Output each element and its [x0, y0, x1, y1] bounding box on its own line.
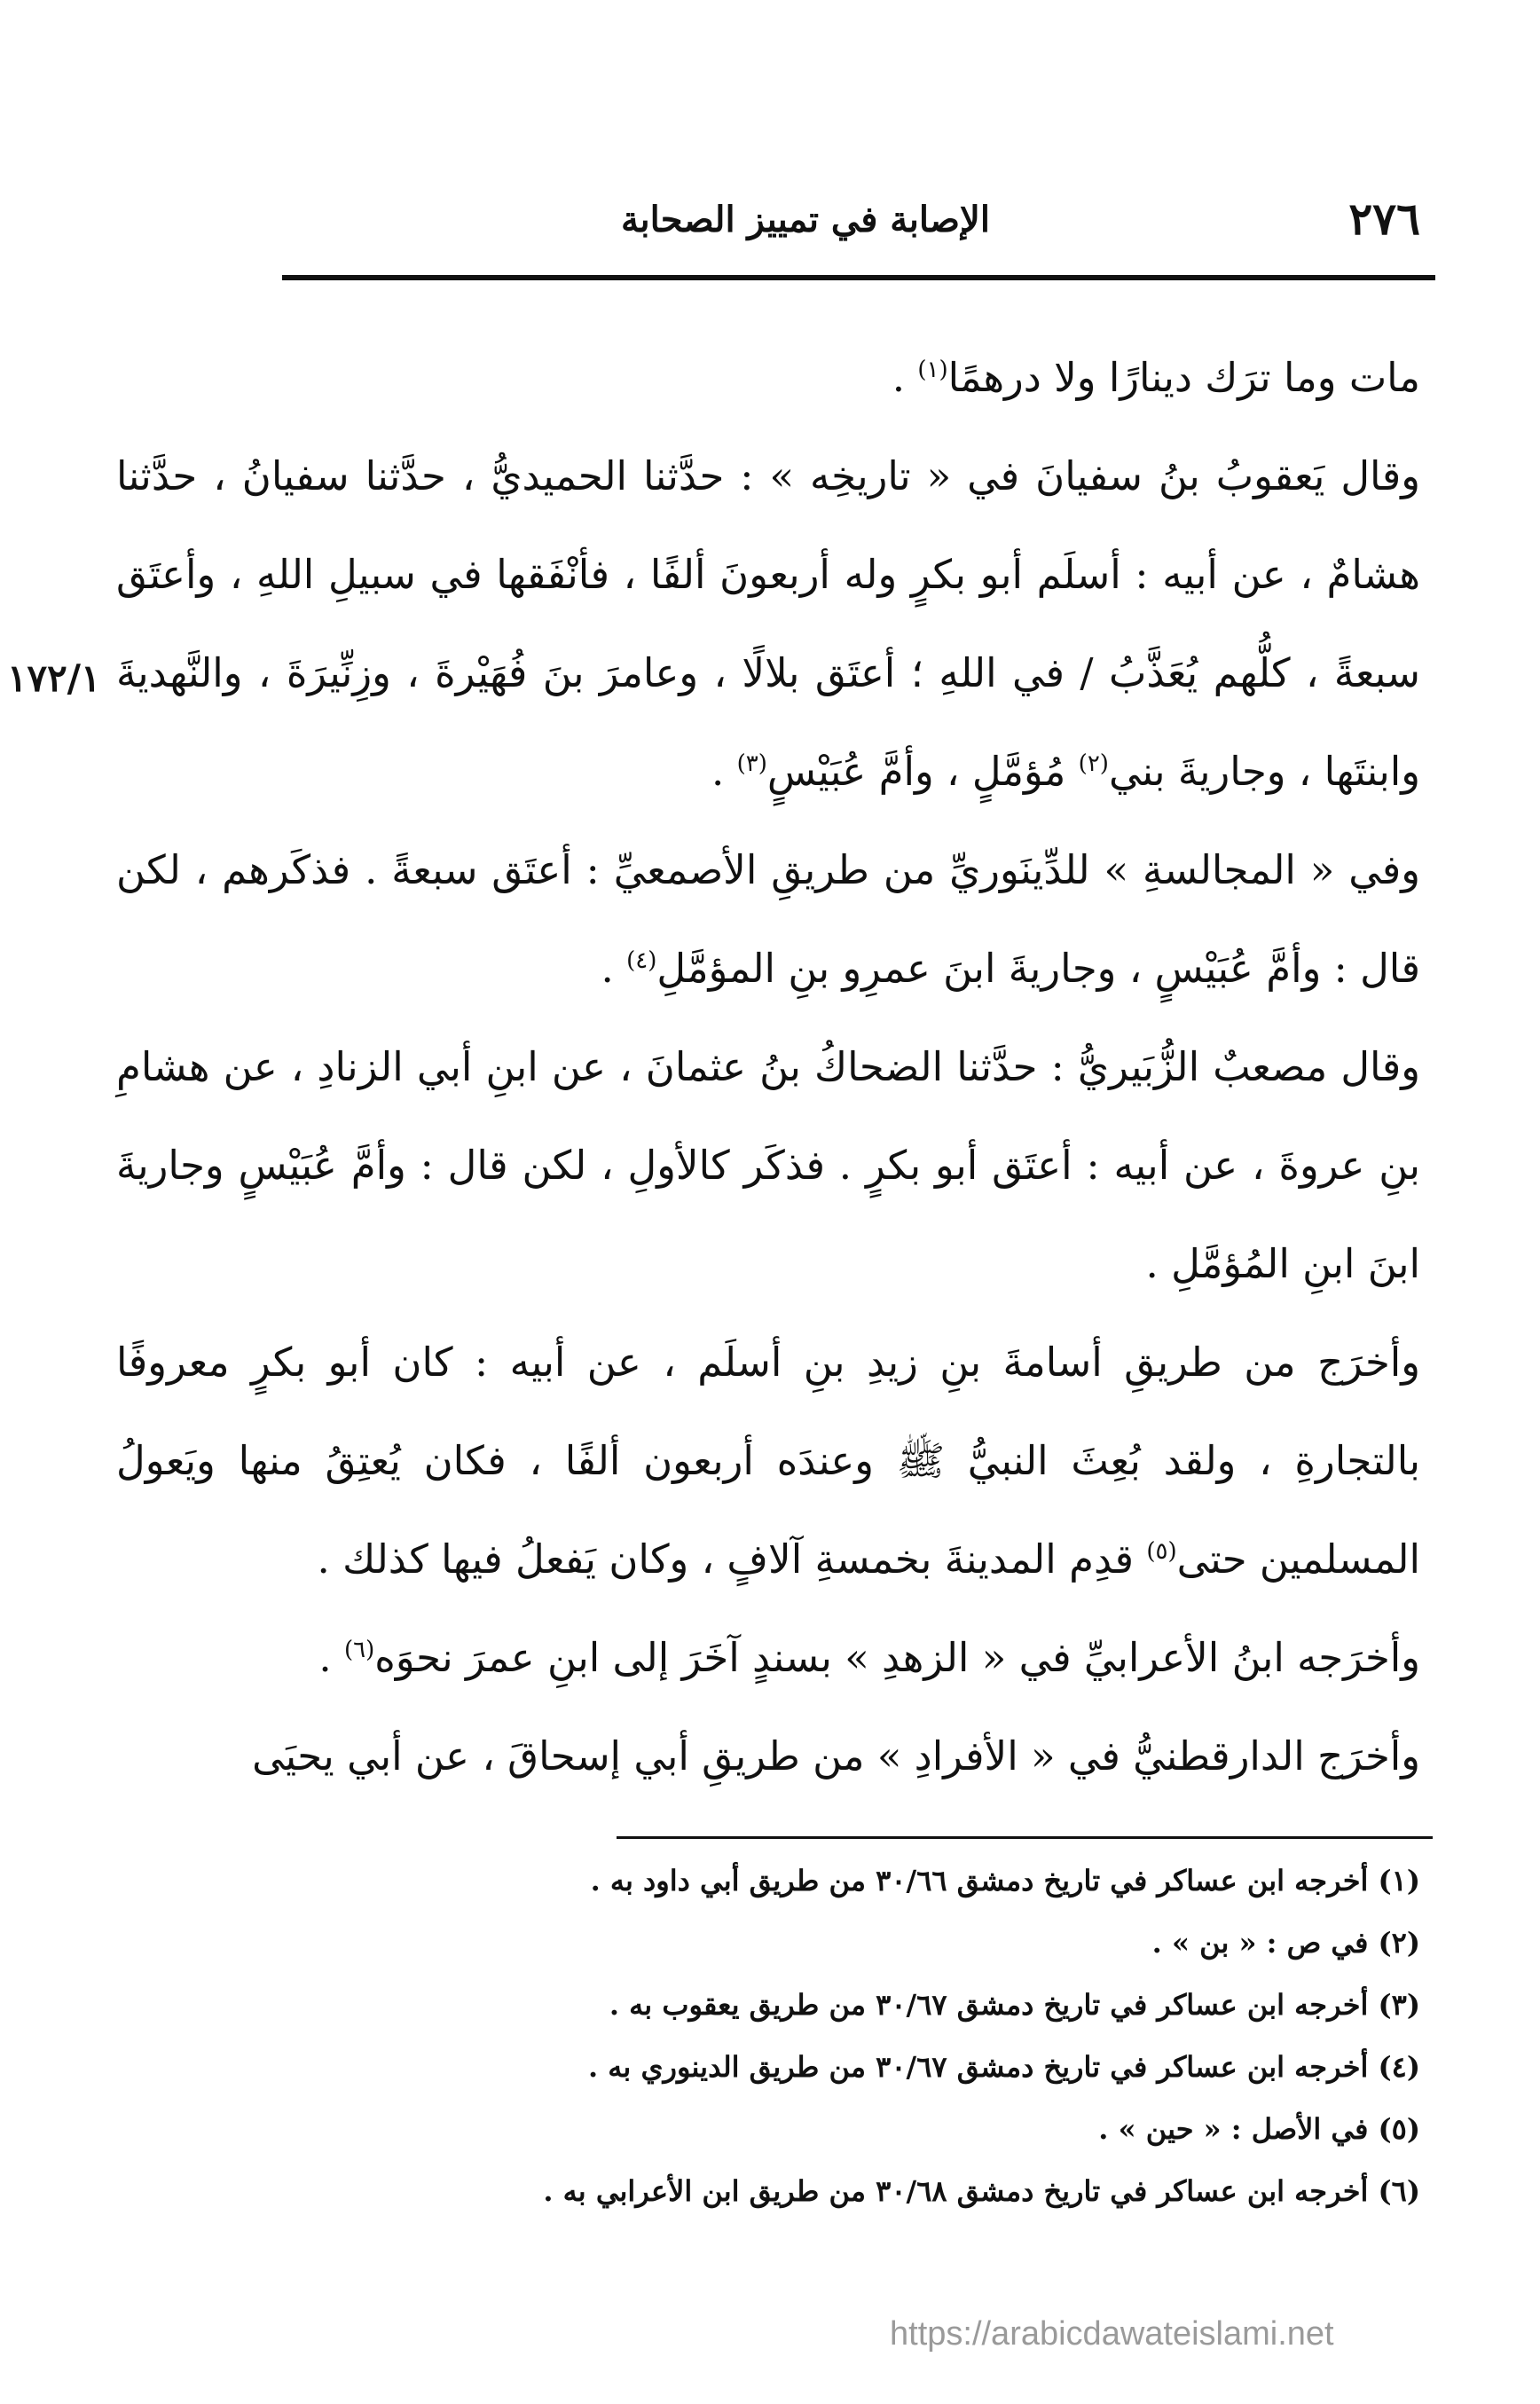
- footnote-marker: (٢): [1078, 750, 1109, 777]
- footnote-rule: [617, 1836, 1433, 1839]
- paragraph-1: مات وما ترَك دينارًا ولا درهمًا$^{(١)}$ .: [892, 354, 1420, 401]
- footnote: (٢) في ص : « بن » .: [1151, 1926, 1420, 1960]
- running-title: الإصابة في تمييز الصحابة: [621, 199, 990, 240]
- main-text: [116, 328, 1420, 1805]
- header-rule: [282, 275, 1435, 280]
- footnote-marker: (٦): [343, 1637, 375, 1663]
- paragraph-3: وفي « المجالسةِ » للدِّينَوريِّ من طريقِ الأصمعيِّ : أعتَق سبعةً . فذكَرهم ، لكن قال : وأمَّ عُبَيْسٍ ، وجاريةَ ابنَ عمرِو بنِ المؤمَّلِ$^{(٤)}$ .: [116, 846, 1420, 992]
- page-number: ٢٧٦: [1348, 192, 1420, 245]
- paragraph-7: وأخرَج الدارقطنيُّ في « الأفرادِ » من طريقِ أبي إسحاقَ ، عن أبي يحيَى: [252, 1732, 1420, 1779]
- footnote-marker: (٣): [736, 750, 767, 777]
- footnote-marker: (٤): [626, 947, 657, 974]
- paragraph-6: وأخرَجه ابنُ الأعرابيِّ في « الزهدِ » بسندٍ آخَرَ إلى ابنِ عمرَ نحوَه$^{(٦)}$ .: [318, 1634, 1420, 1681]
- footnote: (٣) أخرجه ابن عساكر في تاريخ دمشق ٣٠/٦٧ من طريق يعقوب به .: [609, 1988, 1420, 2022]
- paragraph-5: وأخرَج من طريقِ أسامةَ بنِ زيدِ بنِ أسلَم ، عن أبيه : كان أبو بكرٍ معروفًا بالتجارةِ ، ولقد بُعِثَ النبيُّ ﷺ وعندَه أربعون ألفًا ، فكان يُعتِقُ منها ويَعولُ المسلمين حتى$^{(٥)}$ قدِم المدينةَ بخمسةِ آلافٍ ، وكان يَفعلُ فيها كذلك .: [116, 1339, 1420, 1583]
- footnotes: [134, 1850, 1420, 2222]
- footnote: (١) أخرجه ابن عساكر في تاريخ دمشق ٣٠/٦٦ من طريق أبي داود به .: [590, 1864, 1420, 1897]
- watermark: https://arabicdawateislami.net: [890, 2315, 1334, 2353]
- footnote: (٦) أخرجه ابن عساكر في تاريخ دمشق ٣٠/٦٨ من طريق ابن الأعرابي به .: [543, 2174, 1420, 2208]
- footnote-marker: (٥): [1146, 1538, 1177, 1565]
- footnote: (٥) في الأصل : « حين » .: [1098, 2112, 1420, 2146]
- margin-volume-page-note: ١٧٢/١: [7, 656, 101, 700]
- footnote: (٤) أخرجه ابن عساكر في تاريخ دمشق ٣٠/٦٧ من طريق الدينوري به .: [587, 2050, 1420, 2084]
- paragraph-2: وقال يَعقوبُ بنُ سفيانَ في « تاريخِه » : حدَّثنا الحميديُّ ، حدَّثنا سفيانُ ، حدَّثنا هشامٌ ، عن أبيه : أسلَم أبو بكرٍ وله أربعونَ ألفًا ، فأنْفَقها في سبيلِ اللهِ ، وأعتَق سبعةً ، كلُّهم يُعَذَّبُ / في اللهِ ؛ أعتَق بلالًا ، وعامرَ بنَ فُهَيْرةَ ، وزِنِّيرَةَ ، والنَّهديةَ وابنتَها ، وجاريةَ بني$^{(٢)}$ مُؤمَّلٍ ، وأمَّ عُبَيْسٍ$^{(٣)}$ .: [116, 452, 1420, 795]
- footnote-marker: (١): [917, 357, 948, 383]
- paragraph-4: وقال مصعبٌ الزُّبَيريُّ : حدَّثنا الضحاكُ بنُ عثمانَ ، عن ابنِ أبي الزنادِ ، عن هشامِ بنِ عروةَ ، عن أبيه : أعتَق أبو بكرٍ . فذكَر كالأولِ ، لكن قال : وأمَّ عُبَيْسٍ وجاريةَ ابنَ ابنِ المُؤمَّلِ .: [116, 1043, 1420, 1287]
